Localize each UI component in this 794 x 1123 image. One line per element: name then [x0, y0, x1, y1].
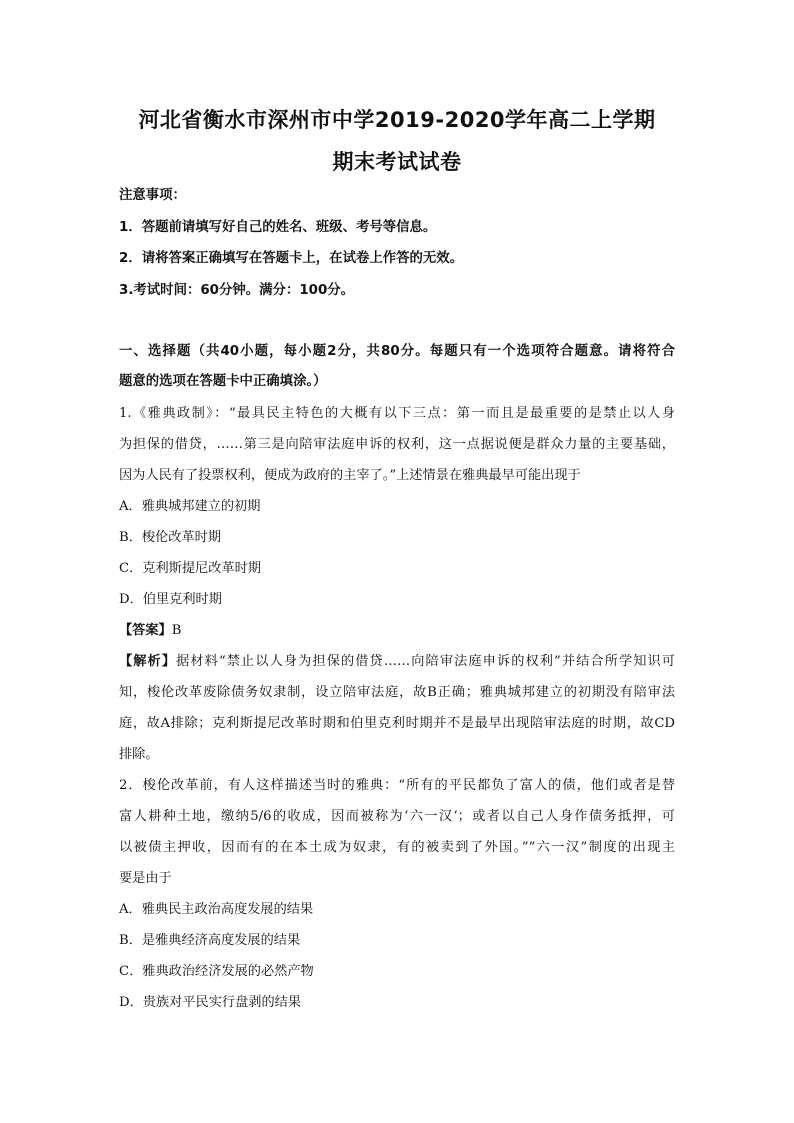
notice-item: 1．答题前请填写好自己的姓名、班级、考号等信息。 [119, 220, 437, 235]
option-d: D．伯里克利时期 [119, 592, 222, 607]
question-stem: 为担保的借贷，……第三是向陪审法庭申诉的权利，这一点据说便是群众力量的主要基础， [119, 437, 675, 452]
analysis-text: 据材料“禁止以人身为担保的借贷……向陪审法庭申诉的权利”并结合所学知识可 [176, 654, 675, 669]
analysis-text: 庭，故A排除；克利斯提尼改革时期和伯里克利时期并不是最早出现陪审法庭的时期，故CD [119, 716, 675, 731]
question-stem: 2．梭伦改革前，有人这样描述当时的雅典：“所有的平民都负了富人的债，他们或者是替 [119, 778, 675, 793]
answer-tag: 【答案】 [119, 623, 172, 638]
analysis-text: 排除。 [119, 747, 159, 762]
option-a: A．雅典城邦建立的初期 [119, 499, 261, 514]
option-d: D．贵族对平民实行盘剥的结果 [119, 995, 302, 1010]
analysis-line [119, 652, 675, 672]
option-c: C．雅典政治经济发展的必然产物 [119, 964, 314, 979]
document-subtitle: 期末考试试卷 [332, 150, 462, 174]
section-instruction: 一、选择题（共40小题，每小题2分，共80分。每题只有一个选项符合题意。请将符合 [119, 344, 675, 359]
document-title: 河北省衡水市深州市中学2019-2020学年高二上学期 [138, 108, 656, 132]
option-b: B．是雅典经济高度发展的结果 [119, 933, 301, 948]
question-stem: 富人耕种土地，缴纳5/6的收成，因而被称为‘六一汉’；或者以自己人身作债务抵押，可 [119, 809, 675, 824]
question-stem: 因为人民有了投票权利，便成为政府的主宰了。”上述情景在雅典最早可能出现于 [119, 468, 581, 483]
question-stem: 以被债主押收，因而有的在本土成为奴隶，有的被卖到了外国。”“六一汉”制度的出现主 [119, 840, 675, 855]
section-instruction: 题意的选项在答题卡中正确填涂。） [119, 374, 327, 389]
answer-value: B [171, 623, 182, 638]
analysis-tag: 【解析】 [119, 654, 177, 669]
notice-heading: 注意事项： [119, 188, 186, 203]
option-c: C．克利斯提尼改革时期 [119, 561, 261, 576]
notice-item: 3.考试时间：60分钟。满分：100分。 [119, 283, 355, 298]
notice-item: 2．请将答案正确填写在答题卡上，在试卷上作答的无效。 [119, 251, 464, 266]
analysis-text: 知，梭伦改革废除债务奴隶制，设立陪审法庭，故B正确；雅典城邦建立的初期没有陪审法 [119, 685, 675, 700]
question-stem: 1.《雅典政制》：“最具民主特色的大概有以下三点：第一而且是最重要的是禁止以人身 [119, 406, 675, 421]
option-a: A．雅典民主政治高度发展的结果 [119, 902, 314, 917]
option-b: B．梭伦改革时期 [119, 530, 222, 545]
question-stem: 要是由于 [119, 871, 172, 886]
answer-line [119, 621, 181, 641]
